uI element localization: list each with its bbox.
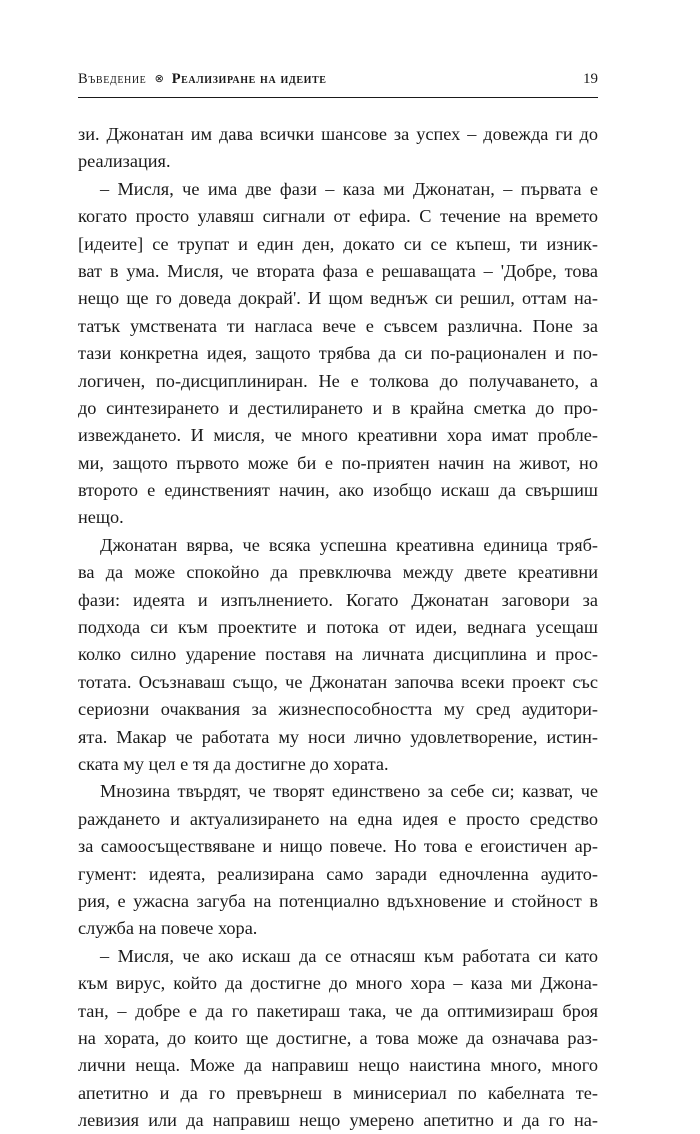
text-line: зи. Джонатан им дава всички шансове за успех – довежда ги до [78,124,598,144]
section-title: Въведение [78,71,147,87]
paragraph [78,778,598,942]
text-line: – Мисля, че има две фази – каза ми Джонатан, – първата е [100,178,598,199]
text-line: за самоосъществяване и нищо повече. Но това е егоистичен ар- [78,836,598,857]
text-line: левизия или да направиш нещо умерено апетитно и да го на- [78,1110,598,1131]
text-line: сериозни очаквания за жизнеспособността му сред аудитори- [78,699,598,720]
paragraph [78,176,598,532]
ornament-separator-icon: ⊗ [154,73,165,85]
text-line: на хората, до които ще достигне, а това може да означава раз- [78,1027,598,1048]
text-line: тази конкретна идея, защото трябва да си по-рационален и по- [78,343,598,364]
text-line: до синтезирането и дестилирането и в крайна сметка до про- [78,397,598,418]
text-line: ската му цел е тя да достигне до хората. [78,753,389,774]
text-line: ята. Макар че работата му носи лично удовлетворение, истин- [78,726,598,747]
text-line: фази: идеята и изпълнението. Когато Джонатан заговори за [78,589,598,610]
text-line: раждането и актуализирането на една идея е просто средство [78,808,598,829]
text-line: нещо ще го доведа докрай'. И щом веднъж си решил, оттам на- [78,288,598,309]
text-line: гумент: идеята, реализирана само заради едночленна аудито- [78,863,598,884]
text-line: татък умствената ти нагласа вече е съвсем различна. Поне за [78,315,598,336]
text-line: подхода си към проектите и потока от идеи, веднага усещаш [78,617,598,638]
text-line: когато просто улавяш сигнали от ефира. С течение на времето [78,206,598,227]
running-head-title [78,71,327,88]
text-line: Мнозина твърдят, че творят единствено за себе си; казват, че [100,781,598,802]
text-line: тотата. Осъзнаваш също, че Джонатан започва всеки проект със [78,671,598,692]
text-line: лични неща. Може да направиш нещо наистина много, много [78,1055,598,1076]
text-line: [идеите] се трупат и един ден, докато си се къпеш, ти изник- [78,233,598,254]
body-text [78,121,598,1134]
text-line: апетитно и да го превърнеш в минисериал по кабелната те- [78,1082,598,1103]
header-rule [78,97,598,98]
text-line: логичен, по-дисциплиниран. Не е толкова до получаването, а [78,370,598,391]
text-line: тан, – добре е да го пакетираш така, че да оптимизираш броя [78,1000,598,1021]
page-number: 19 [583,71,598,87]
text-line: рия, е ужасна загуба на потенциално вдъхновение и стойност в [78,890,598,911]
paragraph [78,532,598,779]
text-line: ва да може спокойно да превключва между двете креативни [78,562,598,583]
text-line: нещо. [78,507,124,528]
text-line: извеждането. И мисля, че много креативни хора имат пробле- [78,425,598,446]
text-line: ват в ума. Мисля, че втората фаза е решаващата – 'Добре, това [78,260,598,281]
paragraph [78,943,598,1134]
text-line: ми, защото първото може би е по-приятен начин на живот, но [78,452,598,473]
text-line: към вирус, който да достигне до много хора – каза ми Джона- [78,973,598,994]
text-line: служба на повече хора. [78,918,258,939]
text-line: реализация. [78,151,171,172]
text-line: – Мисля, че ако искаш да се отнасяш към работата си като [100,945,598,966]
text-line: второто е единственият начин, ако изобщо искаш да свършиш [78,480,598,501]
text-line: колко силно ударение поставя на личната дисциплина и прос- [78,644,598,665]
text-line: Джонатан вярва, че всяка успешна креативна единица тряб- [100,534,598,555]
paragraph [78,121,598,176]
chapter-title: Реализиране на идеите [171,71,327,87]
running-head [78,71,598,95]
